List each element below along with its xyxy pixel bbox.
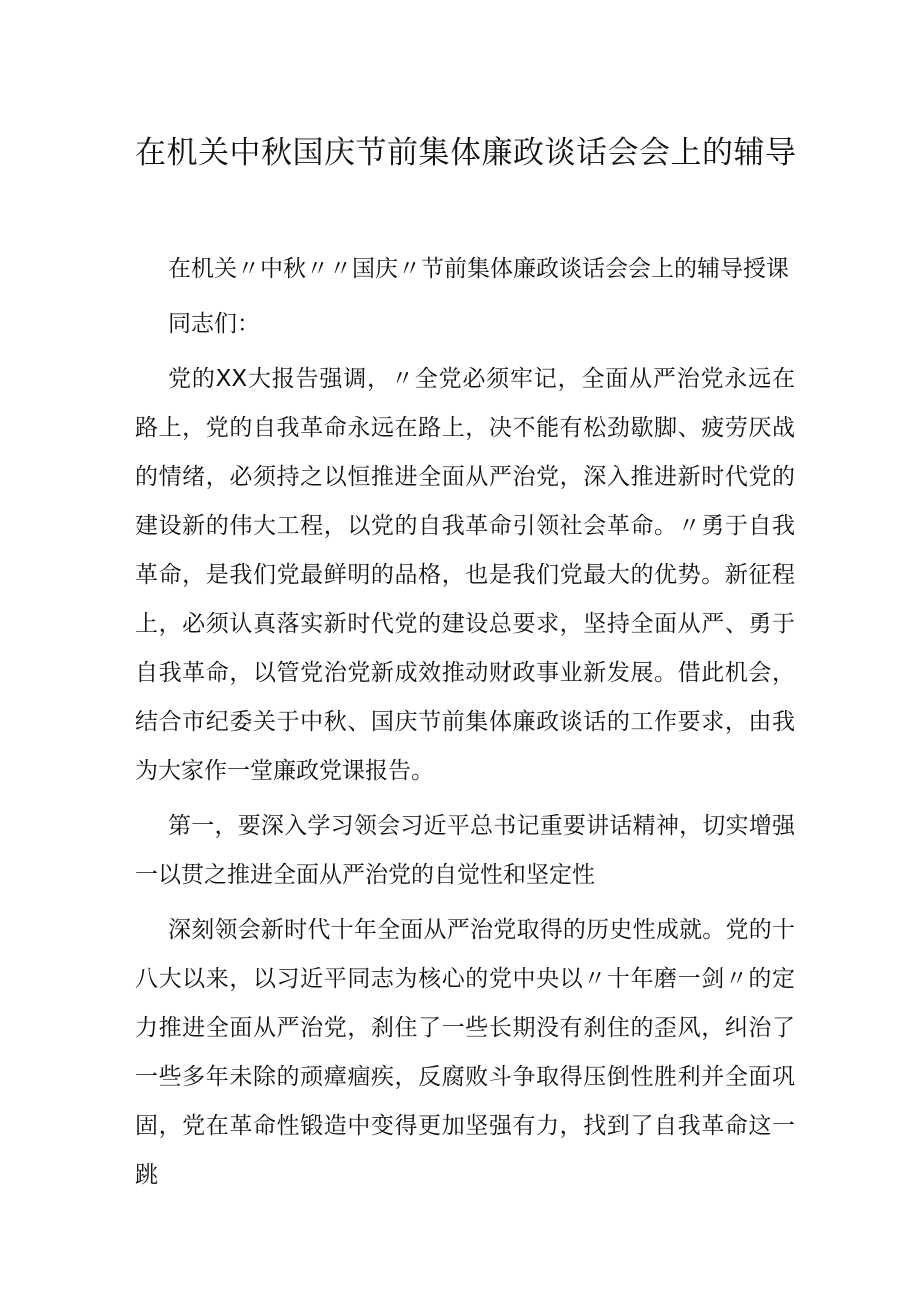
document-title: 在机关中秋国庆节前集体廉政谈话会会上的辅导 bbox=[135, 135, 797, 171]
section-heading-paragraph: 第一，要深入学习领会习近平总书记重要讲话精神，切实增强一以贯之推进全面从严治党的自觉性和坚定性 bbox=[135, 813, 795, 888]
subtitle-paragraph: 在机关〃中秋〃〃国庆〃节前集体廉政谈话会会上的辅导授课 bbox=[168, 256, 789, 282]
document-body bbox=[135, 245, 795, 1206]
body-paragraph: 深刻领会新时代十年全面从严治党取得的历史性成就。党的十八大以来，以习近平同志为核心的党中央以〃十年磨一剑〃的定力推进全面从严治党，刹住了一些长期没有刹住的歪风，纠治了一些多年未除的顽瘴痼疾，反腐败斗争取得压倒性胜利并全面巩固，党在革命性锻造中变得更加坚强有力，找到了自我革命这一跳 bbox=[135, 917, 795, 1188]
body-paragraph: 党的XX大报告强调，〃全党必须牢记，全面从严治党永远在路上，党的自我革命永远在路上，决不能有松劲歇脚、疲劳厌战的情绪，必须持之以恒推进全面从严治党，深入推进新时代党的建设新的伟大工程，以党的自我革命引领社会革命。〃勇于自我革命，是我们党最鲜明的品格，也是我们党最大的优势。新征程上，必须认真落实新时代党的建设总要求，坚持全面从严、勇于自我革命，以管党治党新成效推动财政事业新发展。借此机会，结合市纪委关于中秋、国庆节前集体廉政谈话的工作要求，由我为大家作一堂廉政党课报告。 bbox=[135, 366, 795, 784]
salutation-paragraph: 同志们： bbox=[168, 311, 260, 337]
